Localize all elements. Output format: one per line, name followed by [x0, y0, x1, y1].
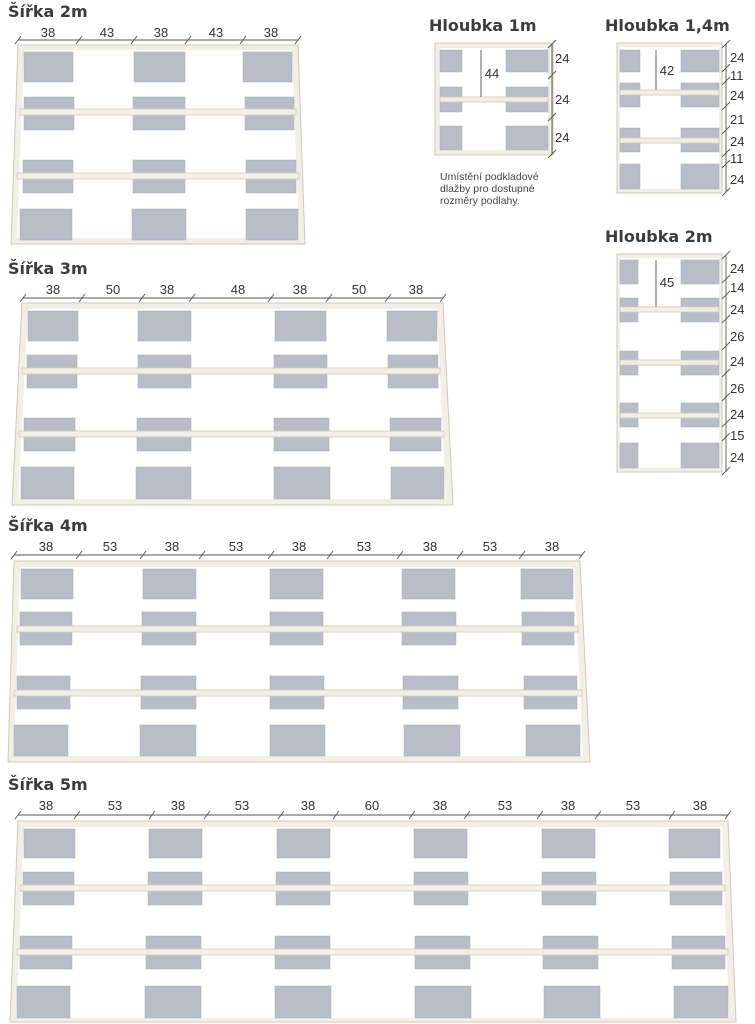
depth-1m-gap-label: 44: [484, 66, 500, 81]
width-4m-dim-5: 38: [291, 539, 307, 554]
width-2m-dim-2: 43: [99, 25, 115, 40]
tile: [674, 986, 728, 1018]
tile: [243, 52, 292, 82]
tile: [246, 209, 298, 240]
tile: [544, 986, 600, 1018]
depth-1-4m-dim-2: 11: [730, 68, 744, 83]
depth-2m-dim-7: 24: [730, 407, 745, 422]
width-3m-dim-5: 38: [292, 282, 308, 297]
tile: [143, 569, 196, 599]
depth-1m-dim-3: 24: [555, 130, 570, 145]
width-4m-panel: [8, 516, 590, 762]
tile: [138, 311, 191, 341]
tile: [440, 50, 462, 72]
tile: [270, 725, 325, 756]
tile: [21, 569, 73, 599]
width-5m-dim-9: 38: [560, 798, 576, 813]
joist: [17, 949, 728, 955]
depth-1-4m-dim-5: 24: [730, 134, 745, 149]
width-3m-dim-3: 38: [159, 282, 175, 297]
tile: [506, 126, 548, 150]
depth-2m-panel: [605, 227, 744, 475]
tile: [20, 209, 72, 240]
width-4m-dim-4: 53: [228, 539, 244, 554]
tile: [149, 829, 202, 858]
depth-1m-panel: [429, 16, 569, 207]
depth-2m-floor: [617, 254, 722, 472]
depth-2m-dim-5: 24: [730, 354, 745, 369]
width-3m-dim-4: 48: [230, 282, 246, 297]
depth-1m-floor: [435, 43, 553, 155]
width-3m-dim-2: 50: [105, 282, 121, 297]
depth-1-4m-dim-6: 11: [730, 151, 744, 166]
joist: [19, 431, 444, 437]
tile: [132, 209, 186, 240]
width-5m-dim-1: 38: [38, 798, 54, 813]
depth-1-4m-floor: [617, 43, 722, 193]
tile: [620, 50, 640, 72]
width-5m-dim-3: 38: [170, 798, 186, 813]
tile: [521, 569, 573, 599]
note-line-2: dlažby pro dostupné: [440, 183, 535, 195]
depth-2m-dim-3: 24: [730, 302, 745, 317]
tile: [391, 467, 444, 499]
depth-2m-dim-1: 24: [730, 261, 745, 276]
width-2m-panel: [8, 2, 305, 244]
tile: [21, 467, 74, 499]
width-5m-panel: [8, 775, 736, 1022]
depth-2m-gap-label: 45: [659, 275, 675, 290]
width-5m-dim-4: 53: [234, 798, 250, 813]
width-2m-title: Šířka 2m: [8, 2, 88, 21]
tile: [620, 260, 638, 284]
tile: [140, 725, 196, 756]
tile: [681, 164, 719, 189]
depth-1-4m-dims: [722, 40, 744, 196]
width-3m-panel: [8, 259, 453, 505]
depth-1m-dim-2: 24: [555, 92, 570, 107]
depth-1-4m-dim-4: 21: [730, 112, 745, 127]
tile: [415, 986, 471, 1018]
depth-2m-dim-8: 15: [730, 428, 745, 443]
tile: [414, 829, 467, 858]
tile: [145, 986, 201, 1018]
depth-2m-dim-4: 26: [730, 329, 745, 344]
tile: [681, 443, 719, 468]
joist: [620, 138, 719, 143]
depth-1m-title: Hloubka 1m: [429, 16, 537, 35]
joist: [17, 173, 299, 179]
depth-2m-title: Hloubka 2m: [605, 227, 713, 246]
width-4m-dim-3: 38: [164, 539, 180, 554]
depth-1-4m-dim-7: 24: [730, 172, 745, 187]
tile: [28, 311, 78, 341]
width-2m-dim-1: 38: [40, 25, 56, 40]
depth-2m-dims: [722, 251, 744, 475]
width-5m-dim-2: 53: [107, 798, 123, 813]
joist: [22, 368, 440, 374]
width-2m-dim-4: 43: [208, 25, 224, 40]
width-4m-dim-7: 38: [422, 539, 438, 554]
tile: [506, 50, 548, 72]
width-4m-dim-9: 38: [544, 539, 560, 554]
width-3m-dims: [20, 282, 446, 302]
width-4m-dims: [11, 539, 585, 559]
note-line-1: Umístění podkladové: [440, 171, 539, 183]
width-4m-dim-2: 53: [102, 539, 118, 554]
width-2m-dim-3: 38: [153, 25, 169, 40]
tile: [274, 467, 330, 499]
tile: [24, 52, 73, 82]
tile: [14, 725, 68, 756]
tile: [402, 569, 455, 599]
width-4m-dim-6: 53: [356, 539, 372, 554]
tile: [270, 569, 323, 599]
joist: [620, 307, 719, 312]
width-2m-floor: [11, 45, 305, 244]
width-5m-dim-5: 38: [300, 798, 316, 813]
width-5m-dim-6: 60: [364, 798, 380, 813]
tile: [136, 467, 191, 499]
tile: [387, 311, 437, 341]
width-3m-dim-7: 38: [408, 282, 424, 297]
width-5m-dim-10: 53: [625, 798, 641, 813]
width-5m-dims: [15, 798, 731, 819]
tile: [275, 311, 326, 341]
tile: [277, 829, 330, 858]
tile: [275, 986, 331, 1018]
width-3m-dim-1: 38: [45, 282, 61, 297]
tile: [24, 829, 75, 858]
tile: [669, 829, 720, 858]
depth-1-4m-dim-1: 24: [730, 50, 745, 65]
tile: [542, 829, 595, 858]
depth-2m-dim-2: 14: [730, 280, 745, 295]
tile: [134, 52, 185, 82]
joist: [20, 885, 725, 891]
tile: [681, 50, 719, 72]
tile: [440, 126, 462, 150]
tile: [526, 725, 580, 756]
depth-note: [440, 171, 539, 207]
width-4m-title: Šířka 4m: [8, 516, 88, 535]
note-line-3: rozměry podlahy.: [440, 195, 520, 207]
width-5m-dim-7: 38: [432, 798, 448, 813]
width-4m-dim-8: 53: [482, 539, 498, 554]
joist: [17, 626, 578, 632]
depth-2m-dim-6: 26: [730, 381, 745, 396]
width-3m-title: Šířka 3m: [8, 259, 88, 278]
joist: [20, 109, 296, 115]
width-2m-dim-5: 38: [263, 25, 279, 40]
width-5m-dim-8: 53: [497, 798, 513, 813]
depth-1-4m-panel: [605, 16, 744, 196]
depth-1-4m-title: Hloubka 1,4m: [605, 16, 730, 35]
width-4m-floor: [8, 561, 590, 762]
width-5m-dim-11: 38: [692, 798, 708, 813]
tile: [404, 725, 460, 756]
width-4m-dim-1: 38: [38, 539, 54, 554]
width-3m-dim-6: 50: [351, 282, 367, 297]
width-3m-floor: [12, 303, 453, 505]
joist: [620, 90, 719, 95]
width-5m-title: Šířka 5m: [8, 775, 88, 794]
depth-1m-dim-1: 24: [555, 51, 570, 66]
joist: [620, 413, 719, 418]
joist: [14, 690, 582, 696]
depth-1-4m-dim-3: 24: [730, 88, 745, 103]
width-2m-dims: [15, 25, 301, 44]
depth-1-4m-gap-label: 42: [659, 63, 675, 78]
tile: [681, 260, 719, 284]
tile: [17, 986, 70, 1018]
joist: [440, 97, 548, 102]
width-5m-floor: [10, 821, 736, 1022]
tile: [620, 443, 638, 468]
tile: [620, 164, 640, 189]
depth-2m-dim-9: 24: [730, 450, 745, 465]
joist: [620, 360, 719, 365]
